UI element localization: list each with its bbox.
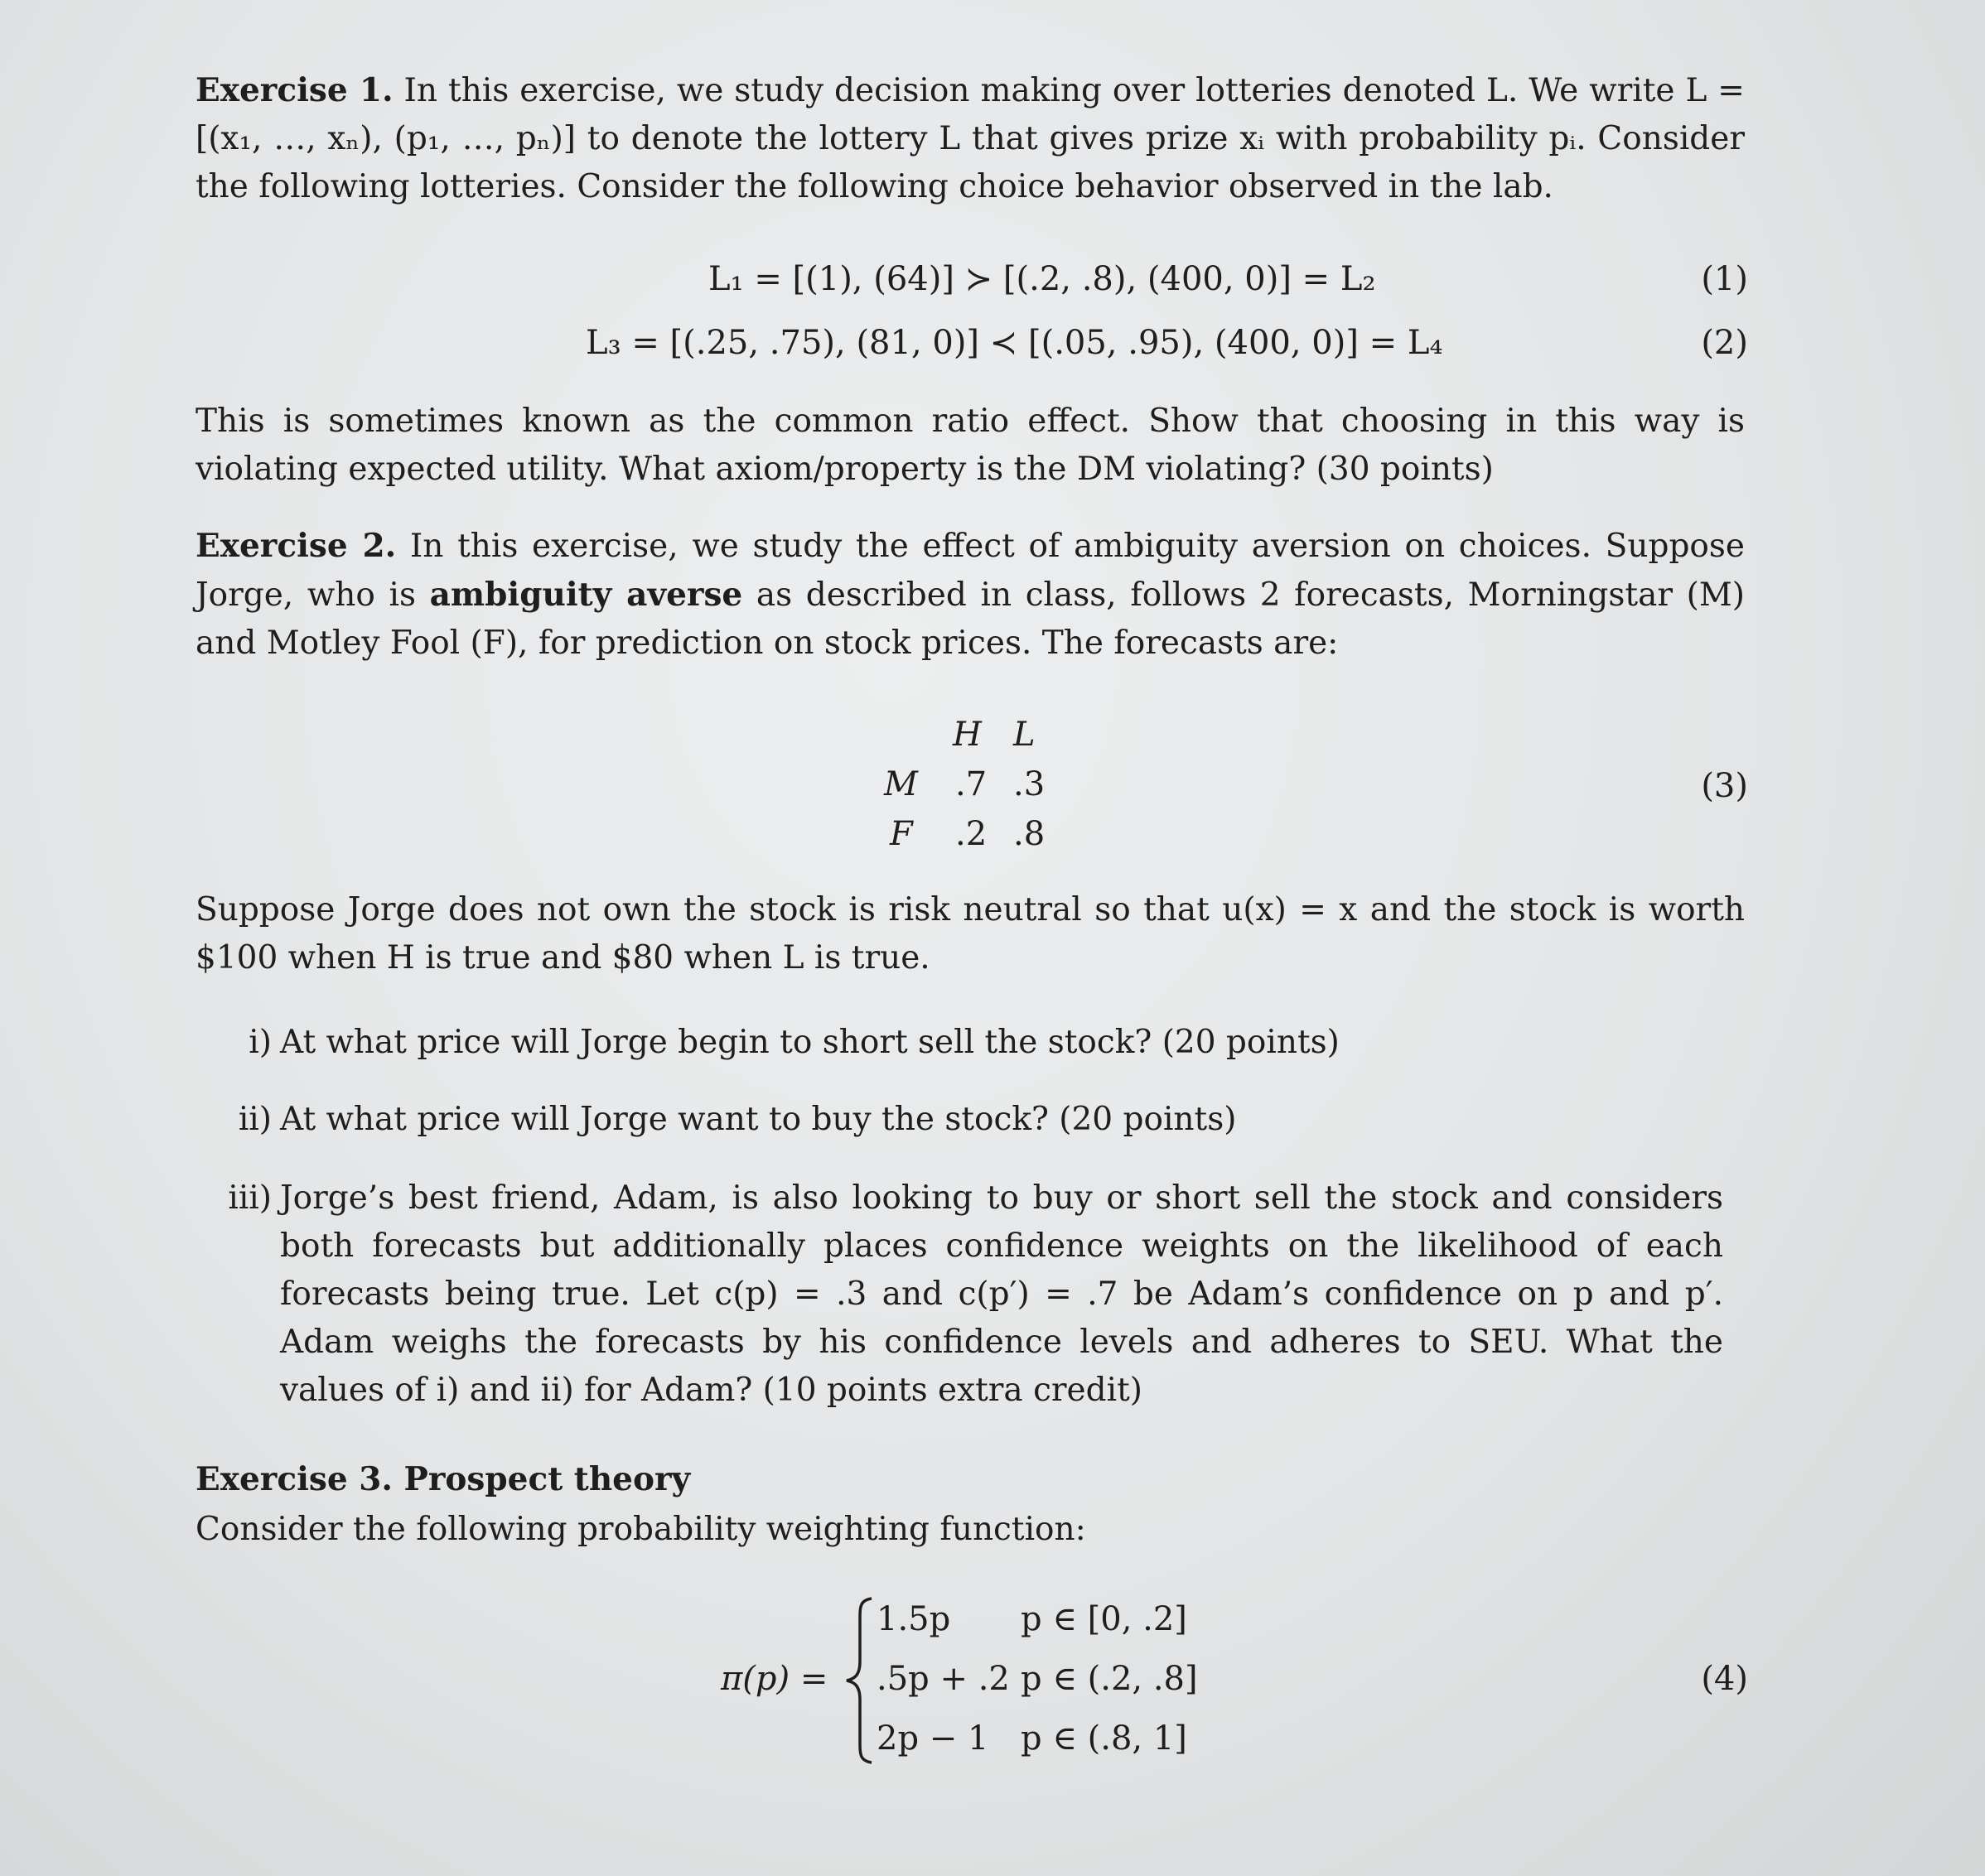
case-condition: p ∈ (.2, .8] [1021,1660,1198,1698]
equation-2-number: (2) [1701,324,1748,362]
list-item-text: Jorge’s best friend, Adam, is also looking to buy or short sell the stock and considers both forecasts but additionally places confidence weights on the likelihood of each forecasts being true. Let c(p) = .3 and c(p′) = .7 be Adam’s confidence on p and p′. Adam weighs the forecasts by his confidence levels and adheres to SEU. What the values of i) and ii) for Adam? (10 points extra credit) [280,1179,1723,1409]
table-header-h: H [953,716,982,754]
case-expression: 1.5p [877,1600,951,1638]
case-condition: p ∈ [0, .2] [1021,1600,1187,1638]
table-cell-f-h: .2 [955,815,988,853]
exercise-1-question: This is sometimes known as the common ratio effect. Show that choosing in this way is violating expected utility. What axiom/property is the DM violating? (30 points) [196,403,1745,488]
case-expression: 2p − 1 [877,1719,989,1758]
exercise-2-paragraph [196,522,1745,668]
equation-1-number: (1) [1701,260,1748,298]
table-cell-m-h: .7 [955,765,988,803]
table-row-f-label: F [890,815,913,853]
exercise-1-text: In this exercise, we study decision making over lotteries denoted L. We write L = [(x₁, …, xₙ), (p₁, …, pₙ)] to denote the lottery L that gives prize xᵢ with probability pᵢ. Consider the following lotteries. Consider the following choice behavior observed in the lab. [196,72,1745,205]
list-item [238,1096,1723,1144]
weighting-function [721,1590,1198,1772]
case-condition: p ∈ (.8, 1] [1021,1719,1187,1758]
equation-1: L₁ = [(1), (64)] ≻ [(.2, .8), (400, 0)] = L₂ [708,260,1376,298]
exercise-2-label: Exercise 2. [196,527,397,565]
exercise-2-assumption: Suppose Jorge does not own the stock is risk neutral so that u(x) = x and the stock is worth $100 when H is true and $80 when L is true. [196,891,1745,977]
table-cell-m-l: .3 [1013,765,1046,803]
list-item [228,1174,1723,1415]
table-row-m-label: M [884,765,918,803]
list-item-text: At what price will Jorge want to buy the stock? (20 points) [280,1101,1237,1138]
equation-4-number: (4) [1701,1660,1748,1698]
exercise-3-heading [196,1455,1745,1504]
table-header-l: L [1013,716,1036,754]
weighting-function-lhs: π(p) = [721,1660,828,1698]
equation-3-number: (3) [1701,767,1748,805]
ambiguity-averse-bold: ambiguity averse [429,576,743,614]
left-brace-icon [843,1595,877,1766]
list-item-label: i) [249,1024,272,1061]
exercise-3-intro: Consider the following probability weighting function: [196,1511,1086,1548]
exercise-1-label: Exercise 1. [196,71,394,109]
list-item-text: At what price will Jorge begin to short sell the stock? (20 points) [280,1024,1340,1061]
exercise-2-text-b: as described in class, follows 2 forecasts, Morningstar (M) and Motley Fool (F), for prediction on stock prices. The forecasts are: [196,576,1745,662]
exercise-2-text-a: In this exercise, we study the effect of ambiguity aversion on choices. Suppose Jorge, who is [196,528,1745,614]
table-cell-f-l: .8 [1013,815,1046,853]
exercise-1-paragraph [196,66,1745,211]
case-expression: .5p + .2 [877,1660,1010,1698]
equation-2: L₃ = [(.25, .75), (81, 0)] ≺ [(.05, .95), (400, 0)] = L₄ [586,324,1443,362]
list-item-label: iii) [228,1179,272,1217]
list-item [249,1019,1723,1067]
exercise-3-label: Exercise 3. Prospect theory [196,1460,691,1498]
list-item-label: ii) [238,1101,272,1138]
